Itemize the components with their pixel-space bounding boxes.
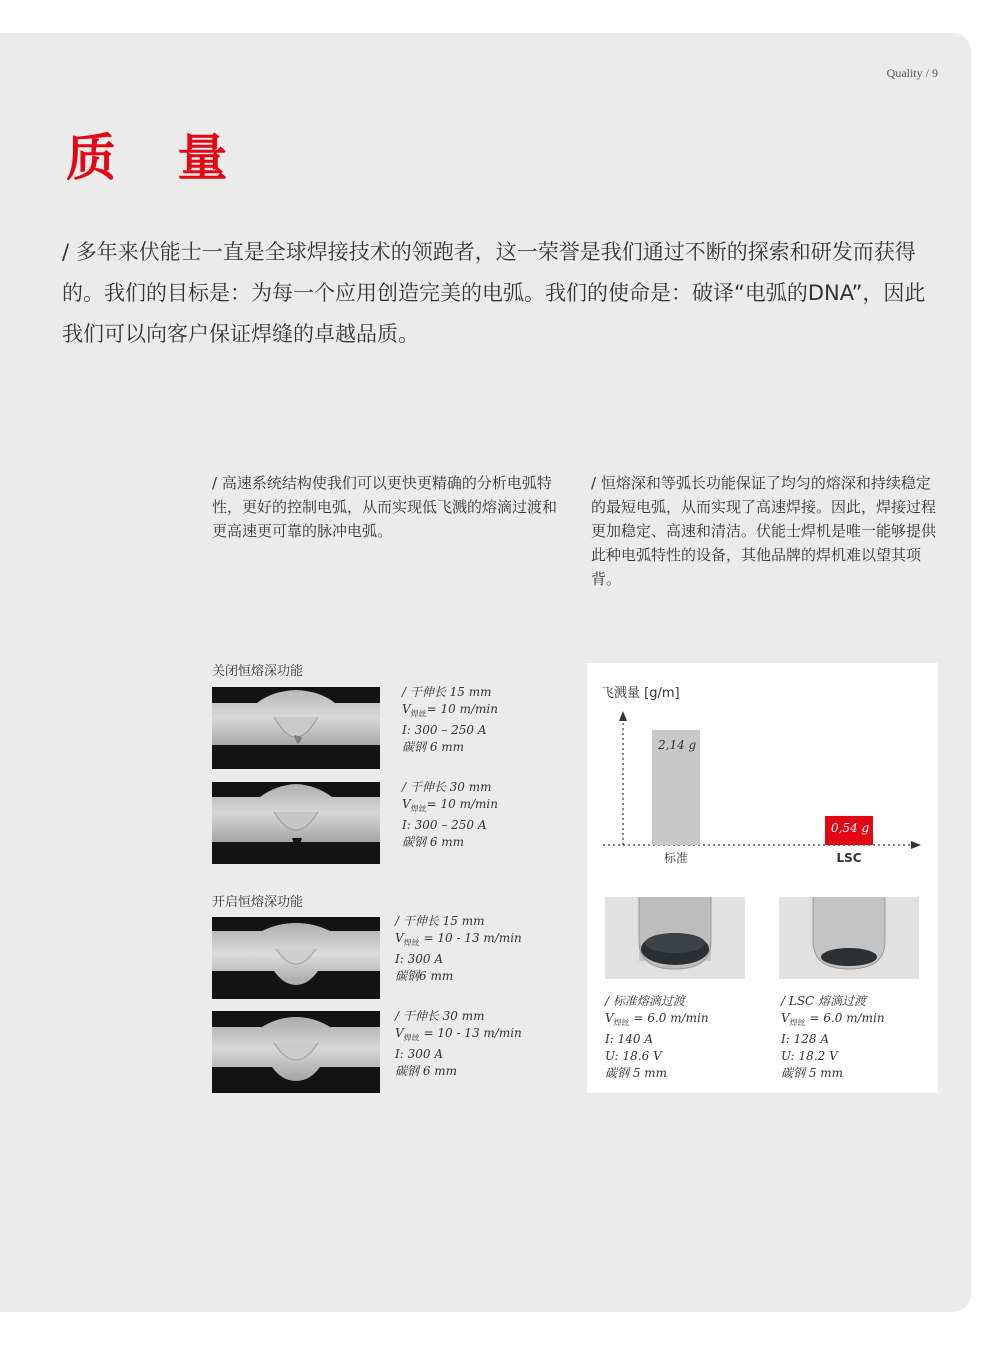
category-label: 标准 [663,851,689,865]
section-label-on: 开启恒熔深功能 [212,895,304,910]
paragraph-penetration: / 恒熔深和等弧长功能保证了均匀的熔深和持续稳定的最短电弧，从而实现了高速焊接。因此，焊接过程更加稳定、高速和清洁。伏能士焊机是唯一能够提供此种电弧特性的设备，其他品牌的焊机难以望其项背。 [591,474,937,588]
weld-spec: / 干伸长 30 mm $V_{焊丝}= 10$ m/min I: 300 – 250 A 碳钢 6 mm [402,780,498,850]
paragraph-high-speed: / 高速系统结构使我们可以更快更精确的分析电弧特性，更好的控制电弧，从而实现低飞溅的熔滴过渡和更高速更可靠的脉冲电弧。 [212,474,558,540]
weld-photo [212,1011,380,1093]
weld-spec: / 干伸长 15 mm $V_{焊丝}= 10$ m/min I: 300 – 250 A 碳钢 6 mm [402,685,498,755]
tube-spec-lsc: / LSC 熔滴过渡 $V_{焊丝} = 6.0$ m/min I: 128 A U: 18.2 V 碳钢 5 mm [781,994,885,1081]
page-number: Quality / 9 [886,66,938,80]
weld-photo [212,917,380,999]
weld-photo [212,687,380,769]
x-axis-arrow [911,841,921,849]
weld-spec: / 干伸长 15 mm $V_{焊丝} = 10 - 13$ m/min I: 300 A 碳钢6 mm [395,914,522,984]
section-label-off: 关闭恒熔深功能 [212,664,304,679]
chart-ylabel: 飞溅量 [g/m] [601,686,680,701]
bar-value-label: 2,14 g [658,738,697,752]
spatter-chart-box [587,663,938,1093]
spatter-chart [587,663,938,888]
bar-value-label: 0,54 g [831,820,870,835]
tube-photo-standard [605,897,745,979]
tube-photo-lsc [779,897,919,979]
tube-spec-standard: / 标准熔滴过渡 $V_{焊丝} = 6.0$ m/min I: 140 A U: 18.6 V 碳钢 5 mm [605,994,709,1081]
intro-paragraph: / 多年来伏能士一直是全球焊接技术的领跑者，这一荣誉是我们通过不断的探索和研发而获得的。我们的目标是：为每一个应用创造完美的电弧。我们的使命是：破译“电弧的DNA”，因此我们可以向客户保证焊缝的卓越品质。 [62,240,926,346]
y-axis-arrow [619,711,627,721]
weld-photo [212,782,380,864]
category-label: LSC [836,851,862,865]
page-title: 质 量 [66,129,250,187]
weld-spec: / 干伸长 30 mm $V_{焊丝} = 10 - 13$ m/min I: 300 A 碳钢 6 mm [395,1009,522,1079]
